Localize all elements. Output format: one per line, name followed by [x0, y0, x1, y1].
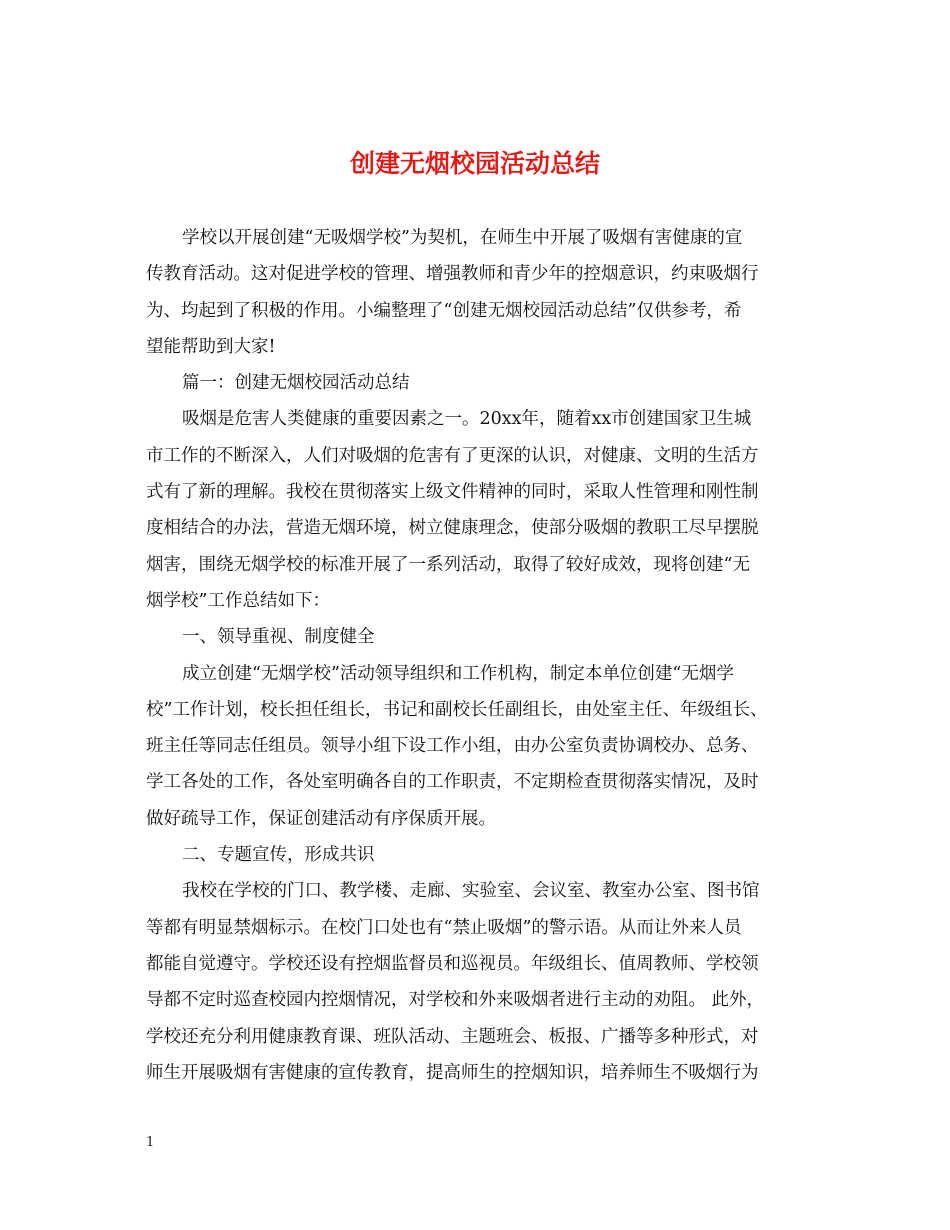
text-line: 班主任等同志任组员。领导小组下设工作小组，由办公室负责协调校办、总务、 — [146, 736, 759, 757]
text-line: 一、领导重视、制度健全 — [182, 627, 375, 648]
text-line: 传教育活动。这对促进学校的管理、增强教师和青少年的控烟意识，约束吸烟行 — [146, 264, 759, 285]
text-line: 导都不定时巡查校园内控烟情况，对学校和外来吸烟者进行主动的劝阻。 此外， — [146, 990, 765, 1011]
text-line: 校”工作计划，校长担任组长，书记和副校长任副组长，由处室主任、年级组长、 — [146, 699, 768, 720]
text-line: 师生开展吸烟有害健康的宣传教育，提高师生的控烟知识，培养师生不吸烟行为 — [146, 1062, 759, 1083]
text-line: 做好疏导工作，保证创建活动有序保质开展。 — [146, 808, 496, 829]
text-line: 我校在学校的门口、教学楼、走廊、实验室、会议室、教室办公室、图书馆 — [182, 881, 760, 902]
text-line: 篇一：创建无烟校园活动总结 — [182, 373, 410, 394]
text-line: 吸烟是危害人类健康的重要因素之一。20xx年，随着xx市创建国家卫生城 — [182, 409, 752, 430]
text-line: 学校还充分利用健康教育课、班队活动、主题班会、板报、广播等多种形式，对 — [146, 1026, 759, 1047]
text-line: 学校以开展创建“无吸烟学校”为契机，在师生中开展了吸烟有害健康的宣 — [182, 228, 743, 248]
text-line: 为、均起到了积极的作用。小编整理了“创建无烟校园活动总结”仅供参考，希 — [146, 300, 742, 321]
page-number: 1 — [146, 1135, 155, 1150]
document-title: 创建无烟校园活动总结 — [349, 149, 600, 178]
text-line: 度相结合的办法，营造无烟环境，树立健康理念，使部分吸烟的教职工尽早摆脱 — [146, 518, 759, 539]
text-line: 等都有明显禁烟标示。在校门口处也有“禁止吸烟”的警示语。从而让外来人员 — [146, 917, 742, 938]
text-line: 式有了新的理解。我校在贯彻落实上级文件精神的同时，采取人性管理和刚性制 — [146, 482, 759, 503]
text-line: 烟害，围绕无烟学校的标准开展了一系列活动，取得了较好成效，现将创建“无 — [146, 554, 750, 575]
text-line: 市工作的不断深入，人们对吸烟的危害有了更深的认识，对健康、文明的生活方 — [146, 445, 759, 466]
text-line: 都能自觉遵守。学校还设有控烟监督员和巡视员。年级组长、值周教师、学校领 — [146, 953, 759, 974]
text-line: 成立创建“无烟学校”活动领导组织和工作机构，制定本单位创建“无烟学 — [182, 663, 734, 684]
text-line: 望能帮助到大家! — [146, 336, 276, 357]
text-line: 二、专题宣传，形成共识 — [182, 845, 375, 866]
text-line: 烟学校”工作总结如下： — [146, 590, 330, 611]
document-body — [146, 220, 814, 1091]
text-line: 学工各处的工作，各处室明确各自的工作职责，不定期检查贯彻落实情况，及时 — [146, 772, 759, 793]
